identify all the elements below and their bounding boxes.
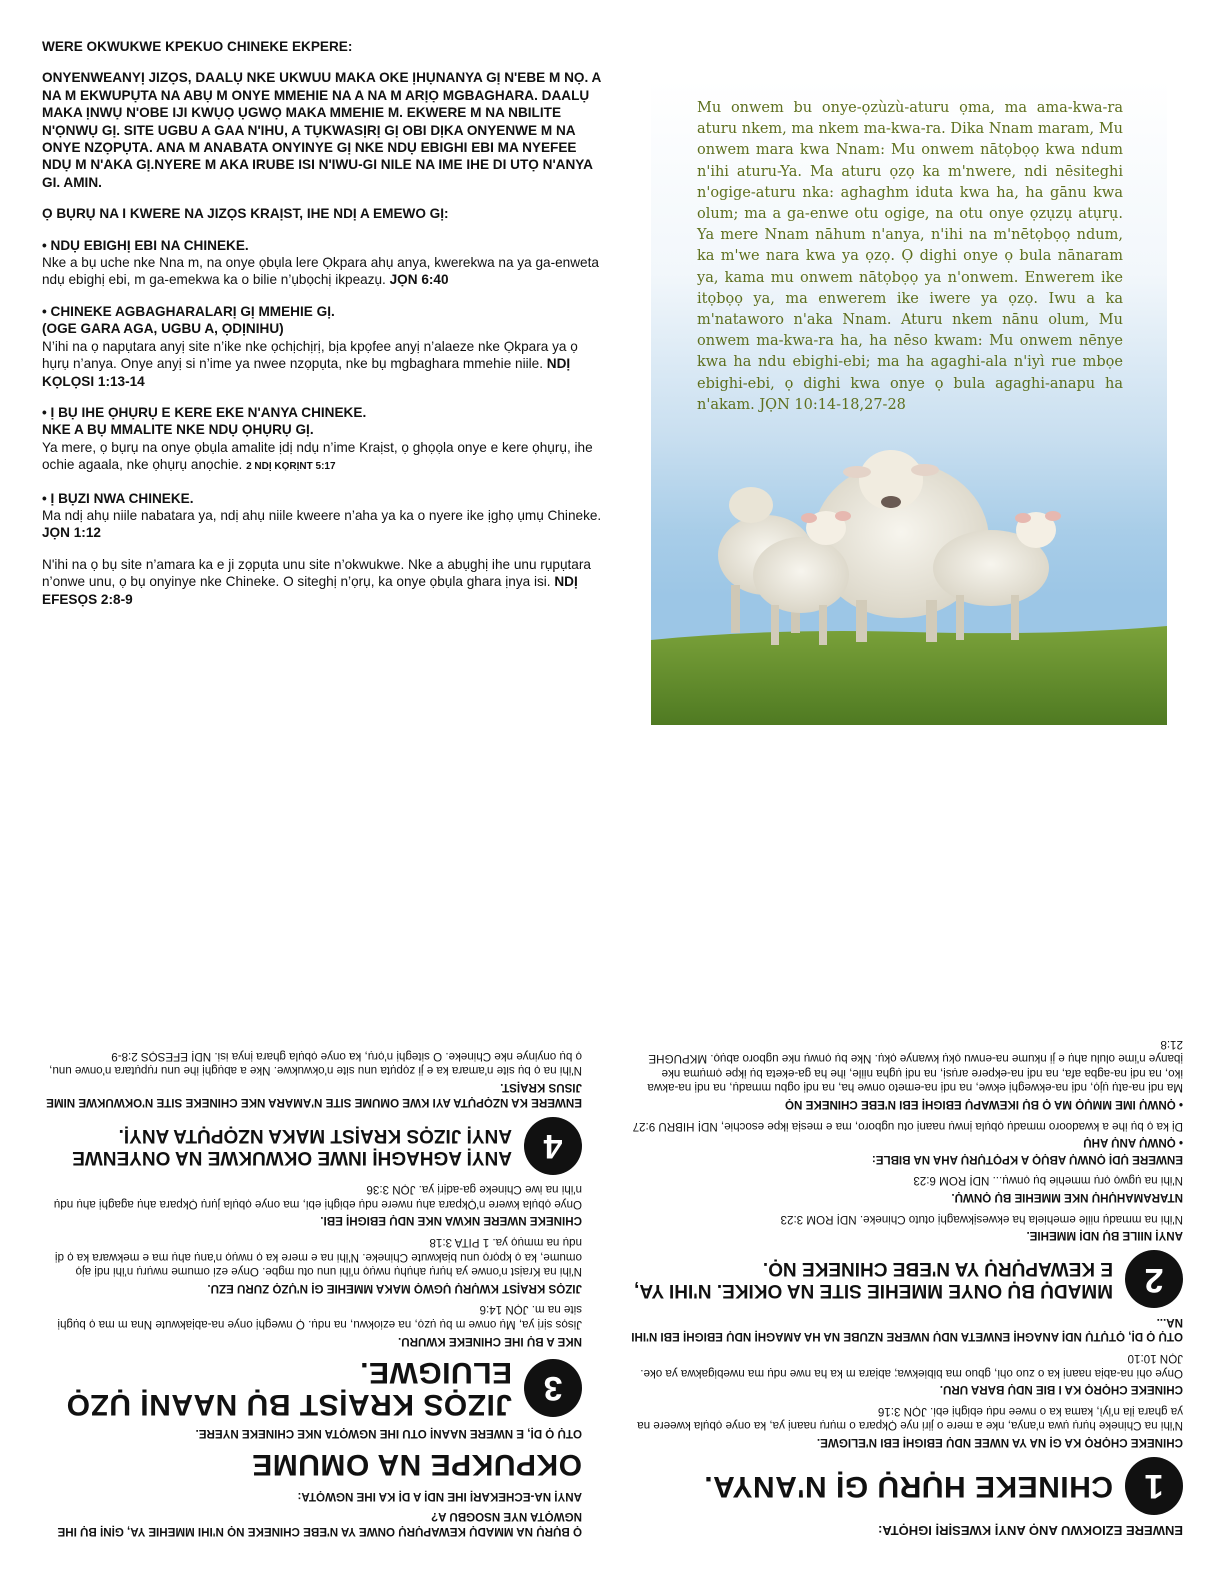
benefit-item	[42, 404, 602, 476]
section-3-title: JIZỌS KRAỊST BỤ NAANỊ ỤZỌ ELUIGWE.	[66, 1355, 512, 1421]
benefits-heading: Ọ BỤRỤ NA I KWERE NA JIZỌS KRAỊST, IHE NDỊ A EMEWO GỊ:	[42, 206, 449, 222]
benefit-body: Ma ndị ahụ niile nabatara ya, ndị ahụ niile kweere n’aha ya ka o nyere ike ịghọ ụmụ Chineke. JỌN 1:12	[42, 507, 602, 541]
section-subheading: CHINEKE CHỌRỌ KA GỊ NA YA NWEE NDỤ EBIGHỊ EBI N'ELIGWE.	[816, 1436, 1183, 1449]
section-subheading: ENWERE KA NZỌPỤTA AYI KWE OMUME SITE N'AMARA NKE CHINEKE SITE N'OKWUKWE NIME JISUS KRAỊST.	[46, 1081, 582, 1109]
prayer-heading: WERE OKWUKWE KPEKUO CHINEKE EKPERE:	[42, 39, 353, 54]
section-body: N'ihi na Kraịst n'onwe ya hụrụ ahụhụ nwụọ n'ihi unu otu mgbe. Onye ezi omume nwụrụ n'ihi ndị ajọ omume, ka ọ kpọrọ unu bịakwute Chineke. N'ihi na e mere ka ọ nwụọ n'anụ ahụ ma e mekwara ka ọ dị ndụ na mmụọ ya. 1 PITA 3:18	[54, 1236, 582, 1279]
section-4-header	[42, 1117, 582, 1175]
section-subheading: CHINEKE CHỌRỌ KA I BIE NDỤ BARA URU.	[939, 1383, 1183, 1397]
section-2-title: MMADỤ BỤ ONYE MMEHIE SITE NA OKIKE. N'IHI YA, E KEWAPỤRỤ YA N'EBE CHINEKE NỌ.	[634, 1258, 1113, 1302]
section-body: N'ihi na Chineke hụrụ ụwa n'anya, nke a mere o jiri nye Ọkpara o mụrụ naanị ya, ka onye ọbụla kweere na ya ghara ịla n'iyì, kama ka o nwee ndụ ebighị ebi. JỌN 3:16	[637, 1404, 1183, 1433]
section-subheading: OTỤ Ọ DỊ, ỌTỤTỤ NDỊ ANAGHỊ ENWETA NDỤ NWERE NZUBE NA HA AMAGHỊ NDỤ EBIGHỊ EBI N'IHI NA...	[631, 1315, 1183, 1344]
prayer-panel	[42, 38, 602, 608]
section-body: Onye ohi na-abịa naanị ka o zuo ohi, gbuo ma bibiekwa; abịara m ka ha nwe ndụ ma nwebigakwa ya oke. JỌN 10:10	[640, 1352, 1183, 1380]
section-4-title: ANYỊ AGHAGHỊ INWE OKWUKWE NA ONYENWE ANYỊ JIZỌS KRAỊST MAKA NZỌPỤTA ANYỊ.	[72, 1124, 512, 1168]
benefit-ref: 2 NDỊ KỌRỊNT 5:17	[246, 461, 336, 473]
benefit-subtitle: (OGE GARA AGA, UGBU A, ỌDỊNIHU)	[42, 321, 284, 337]
section-subheading: OTỤ Ọ DỊ, E NWERE NAANỊ OTU IHE NGWỌTA NKE CHINEKE NYERE.	[195, 1427, 582, 1441]
section-subheading: CHINEKE NWERE NKWA NKE NDỤ EBIGHỊ EBI.	[320, 1214, 582, 1228]
benefit-subtitle: NKE A BỤ MMALITE NKE NDỤ ỌHỤRỤ GỊ.	[42, 422, 314, 438]
section-number-badge: 2	[1125, 1250, 1183, 1308]
section-body: Onye ọbụla kwere n'Ọkpara ahụ nwere ndụ ebighị ebi, ma onye ọbụla jụrụ Ọkpara ahụ agaghị ahụ ndụ n'ihi na iwe Chineke ga-adịrị ya. JỌN 3:36	[53, 1183, 582, 1211]
section-subheading: NKE A BỤ IHE CHINEKE KWURU.	[398, 1334, 582, 1348]
closing-text: N'ihi na ọ bụ site n’amara ka e ji zọpụta unu site n’okwukwe. Nke a abụghị ihe unu rụpụtara n’onwe unu, ọ bụ onyinye nke Chineke. O siteghị n’ọrụ, ka onye ọbụla ghara ịnya isi. NDỊ EFESỌS 2:8-9	[42, 556, 591, 607]
section-1-header	[628, 1457, 1183, 1515]
benefit-item	[42, 237, 602, 289]
benefit-body: Nke a bụ uche nke Nna m, na onye ọbụla lere Ọkpara ahụ anya, kwerekwa na ya ga-enweta ndụ ebighị ebi, m ga-emekwa ka o bilie n’ụbọchị ikpeazụ. JỌN 6:40	[42, 255, 599, 288]
section-body: Ma ndị na-atụ ụjọ, ndị na-ekweghị ekwe, na ndị na-emeto onwe ha, na ndị ogbu mmadụ, na ndị na-akwa iko, na ndị na-agba afa, na ndị na-ekpere arụsị, na ndị ụgha niile, ihe ha ga-eketa bụ ikpe ọmụma nke ịbanye n'ime olulu ahụ e ji nkume na-enwu ọkụ kwanye ọkụ. Nke bụ ọnwụ nke ugboro abụọ. MKPUGHE 21:8	[647, 1037, 1183, 1095]
four-truths-panel-part2	[42, 808, 582, 1538]
section-number-badge: 1	[1125, 1457, 1183, 1515]
section-body: N'ihi na ọ bụ site n'amara ka e ji zọpụta unu site n'okwukwe. Nke a abụghị ihe unu rụpụtara n'onwe unu, ọ bụ onyinye nke Chineke. O siteghị n'ọrụ, ka onye ọbụla ghara ịnya isi. NDỊ EFESỌS 2:8-9	[49, 1049, 582, 1078]
truths-intro: ENWERE EZIOKWU ANỌ ANYỊ KWESỊRỊ IGHỌTA:	[877, 1523, 1183, 1538]
benefit-title: • Ị BỤ IHE ỌHỤRỤ E KERE EKE N'ANYA CHINEKE.	[42, 404, 367, 420]
religion-heading: OKPUKPE NA OMUME	[251, 1448, 582, 1482]
section-body: Jisọs sịrị ya, Mụ onwe m bụ ụzọ, na eziokwu, na ndụ. Ọ nweghị onye na-abịakwute Nna m ma ọ bụghị site na m. JỌN 14:6	[57, 1303, 582, 1332]
benefit-title: • NDỤ EBIGHỊ EBI NA CHINEKE.	[42, 237, 249, 253]
section-number-badge: 4	[524, 1117, 582, 1175]
section-1-title: CHINEKE HỤRỤ GỊ N'ANYA.	[703, 1470, 1113, 1503]
list-item: • ỌNWỤ IME MMỤỌ MA Ọ BỤ IKEWAPỤ EBIGHỊ EBI N'EBE CHINEKE NỌ	[784, 1098, 1183, 1112]
section-3-header	[42, 1356, 582, 1420]
benefit-body: Ya mere, ọ bụrụ na onye ọbụla amalite ịdị ndụ n’ime Kraịst, ọ ghọọla onye e kere ọhụrụ, ihe ochie agaala, nke ọhụrụ anọchie. 2 NDỊ KỌRỊNT 5:17	[42, 439, 593, 473]
section-subheading: Ọ BỤRỤ NA MMADỤ KEWAPỤRỤ ONWE YA N'EBE CHINEKE NỌ N'IHI MMEHIE YA, GỊNỊ BỤ IHE NGWỌTA NYE NSOGBU A?	[57, 1510, 582, 1538]
section-subheading: ANYỊ NA-ECHEKARỊ IHE NDỊ A DỊ KA IHE NGWỌTA:	[297, 1489, 582, 1503]
benefit-ref: NDỊ KỌLỌSI 1:13-14	[42, 356, 571, 389]
section-subheading: ENWERE ỤDỊ ỌNWỤ ABỤỌ A KPỌTỤRỤ AHA NA BIBLE:	[871, 1152, 1183, 1166]
bible-verse: Mu onwem bu onye-ọzùzù-aturu ọma, ma ama-kwa-ra aturu nkem, ma nkem ma-kwa-ra. Dika Nnam maram, Mu onwem mara kwa Nnam: Mu onwem nātọbọọ kwa ndum n'ihi aturu-Ya. Ma aturu ọzọ ka m'nwere, ndi nēsiteghi n'ogige-aturu nka: aghaghm iduta kwa ha, ha gānu kwa olum; ma a ga-enwe otu ogige, na otu onye ọzụzụ atụrụ. Ya mere Nnam nāhum n'anya, n'ihi na m'nētọbọọ ndum, ka m'we nara kwa ya ọzọ. Ọ dighi onye ọ bula nānaram ya, kama mu onwem nātọbọọ ya n'onwem. Enwerem ike itọbọọ ya, ma enwerem ike iwere ya ọzọ. Iwu a ka m'nataworo n'aka Nnam. Aturu nkem nānu olum, Mu onwem ma-kwa-ra ha, ha nēso kwam: Mu onwem nēnye kwa ha ndu ebighi-ebi; ma ha agaghi-ala n'iyì rue mbọe ebighi-ebi, ọ dighi kwa onye ọ bula agaghi-anapu ha n'akam. JỌN 10:14-18,27-28	[697, 100, 1123, 413]
benefit-ref: JỌN 1:12	[42, 525, 101, 541]
prayer-text: ONYENWEANYỊ JIZỌS, DAALỤ NKE UKWUU MAKA OKE ỊHỤNANYA GỊ N'EBE M NỌ. A NA M EKWUPỤTA NA ABỤ M ONYE MMEHIE NA A NA M ARỊỌ MGBAGHARA. DAALỤ MAKA ỊNWỤ N'OBE IJI KWỤỌ ỤGWỌ MAKA MMEHIE M. EKWERE M NA NBILITE N'ỌNWỤ GỊ. SITE UGBU A GAA N'IHU, A TỤKWASỊRỊ GỊ OBI DỊKA ONYENWE M NA ONYE NZỌPỤTA. ANA M ANABATA ONYINYE GỊ NKE NDỤ EBIGHI EBI MA NYEFEE NDỤ M N'AKA GỊ.NYERE M AKA IRUBE ISI N'IWU-GI NILE NA IME IHE DI UTỌ N'ANYA GI. AMIN.	[42, 70, 601, 190]
section-number-badge: 3	[524, 1359, 582, 1417]
list-item: • ỌNWỤ ANỤ AHỤ	[1083, 1136, 1183, 1150]
section-body: N'ihi na ụgwọ ọrụ mmehie bụ ọnwụ... NDỊ ROM 6:23	[913, 1174, 1183, 1188]
section-subheading: ANYỊ NIILE BỤ NDỊ MMEHIE.	[1026, 1229, 1183, 1243]
benefit-ref: JỌN 6:40	[389, 272, 449, 288]
benefit-item	[42, 303, 602, 390]
section-body: Dị ka ọ bụ ihe a kwadooro mmadụ ọbụla ịnwụ naanị otu ugboro, ma e mesịa ikpe esochie, NDỊ HIBRU 9:27	[632, 1119, 1183, 1133]
section-subheading: JIZỌS KRAỊST KWỤRỤ ỤGWỌ MAKA MMEHIE GỊ N'ỤZỌ ZURU EZU.	[207, 1281, 582, 1295]
four-truths-panel-part1	[628, 808, 1183, 1538]
closing-ref: NDỊ EFESỌS 2:8-9	[42, 574, 578, 607]
benefit-item	[42, 490, 602, 542]
section-subheading: NTARAMAHỤHỤ NKE MMEHIE BỤ ỌNWỤ.	[951, 1191, 1183, 1205]
section-2-header	[628, 1250, 1183, 1308]
sheep-photo-panel	[651, 80, 1167, 725]
benefit-title: • CHINEKE AGBAGHARALARỊ GỊ MMEHIE GỊ.	[42, 303, 335, 319]
benefit-body: N’ihi na ọ napụtara anyị site n’ike nke ọchịchịrị, bịa kpọfee anyị n’alaeze nke Ọkpara ya ọ hụrụ n’anya. Onye anyị si n’ime ya nwee nzọpụta, nke bụ mgbaghara mmehie niile. NDỊ KỌLỌSI 1:13-14	[42, 338, 578, 389]
section-body: N'ihi na mmadụ niile emehiela ha ekwesịkwaghị otuto Chineke. NDỊ ROM 3:23	[780, 1212, 1183, 1226]
benefit-title: • Ị BỤZI NWA CHINEKE.	[42, 490, 194, 506]
